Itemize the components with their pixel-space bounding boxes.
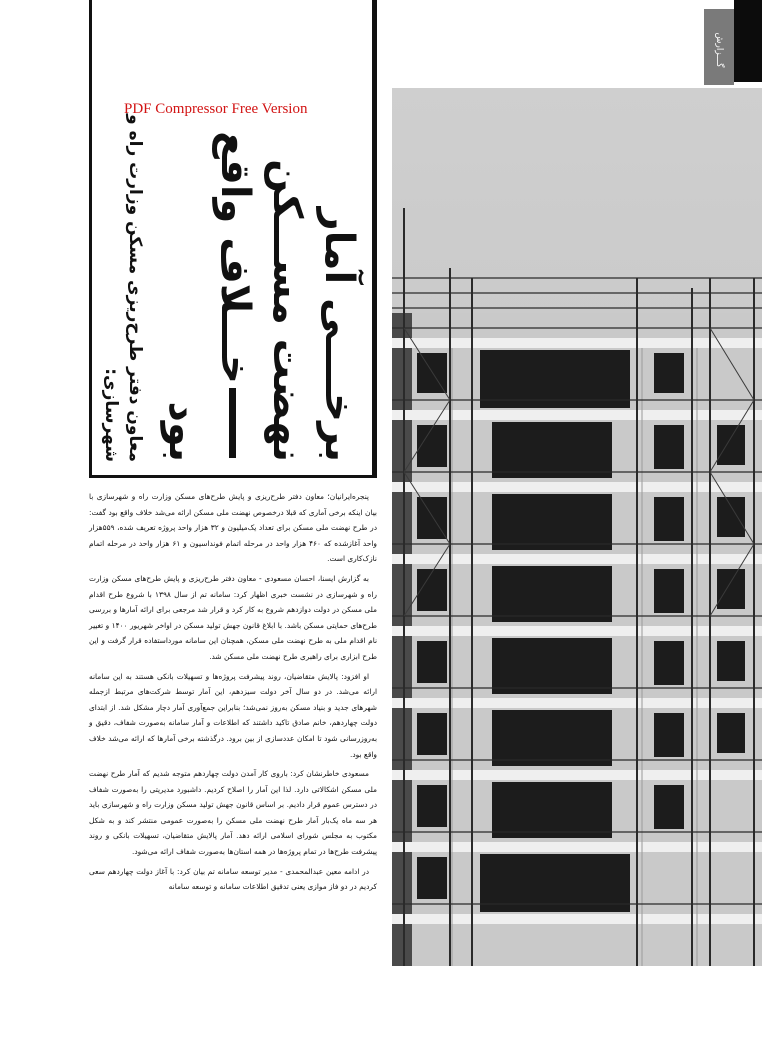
headline-title-line2 [157, 92, 261, 462]
article-paragraph: به گزارش ایسنا، احسان مسعودی - معاون دفتر طرح‌ریزی و پایش طرح‌های مسکن وزارت راه و شهرسازی در نشست خبری اظهار کرد: سامانه تم از سال ۱۳۹۸ با شروع طرح اقدام ملی مسکن در دولت دوازدهم شروع به کار کرد و قرار شد مرجعی برای ارائه آمارها و بررسی طرح‌های حمایتی مسکن باشد. با ابلاغ قانون جهش تولید مسکن در اواخر شهریور ۱۴۰۰ و تغییر نام اقدام ملی به طرح نهضت ملی مسکن، همچنان این سامانه مورداستفاده قرار گرفت و این طرح ابزاری برای راهبری طرح نهضت ملی مسکن شد. [89, 573, 377, 661]
headline-title-line2-text: خـــلاف واقع بود [160, 131, 258, 462]
article-paragraph: او افزود: پالایش متقاضیان، روند پیشرفت پروژه‌ها و تسهیلات بانکی هستند به این سامانه ارائه می‌شد. در دو سال آخر دولت سیزدهم، این آمار توسط شرکت‌های مرتبط ازجمله شهرهای جدید و بنیاد مسکن به‌روز نمی‌شد؛ بنابراین جمع‌آوری آمار دچار مشکل شد. از ابتدای دولت چهاردهم، خانم صادق تاکید داشتند که اطلاعات و آمار سامانه به‌صورت شفاف، دقیق و به‌روزرسانی شود تا امکان عددسازی از بین برود. درگذشته برخی آمارها که ارائه می‌شد خلاف واقع بود. [89, 671, 377, 759]
frame-left-rule [89, 0, 92, 478]
headline-block [96, 92, 368, 462]
article-paragraph: در ادامه معین عبدالمحمدی - مدیر توسعه سامانه تم بیان کرد: با آغاز دولت چهاردهم سعی کردیم در دو فاز موازی یعنی تدقیق اطلاعات سامانه و توسعه سامانه [89, 866, 377, 892]
article-paragraph: پنجره‌ایرانیان؛ معاون دفتر طرح‌ریزی و پایش طرح‌های مسکن وزارت راه و شهرسازی با بیان اینکه برخی آماری که قبلا درخصوص نهضت ملی مسکن ارائه می‌شد خلاف واقع بود گفت: در طرح نهضت ملی مسکن برای تعداد یک‌میلیون و ۳۲ هزار واحد پروژه تعریف شده، ۵۵۹هزار واحد آغازشده که ۴۶۰ هزار واحد در مرحله اتمام فونداسیون و ۶۱ هزار واحد در مرحله اتمام نازک‌کاری است. [89, 492, 377, 564]
article-body [89, 489, 377, 899]
pdf-watermark: PDF Compressor Free Version [124, 101, 308, 117]
title-dash-decoration [230, 388, 237, 458]
article-photo [392, 88, 762, 966]
section-tab [704, 9, 734, 85]
frame-right-rule [372, 0, 377, 478]
headline-title-line1: برخــــی آمار نهضت مســـکن [264, 159, 362, 462]
section-tab-edge [734, 0, 762, 82]
construction-building-image [392, 88, 762, 966]
frame-bottom-rule [89, 475, 376, 478]
section-tab-label: گـــزارش [714, 32, 724, 68]
article-paragraph: مسعودی خاطرنشان کرد: باروی کار آمدن دولت چهاردهم متوجه شدیم که آمار طرح نهضت ملی مسکن اشکالاتی دارد. لذا این آمار را اصلاح کردیم. داشبورد مدیریتی را به‌صورت شفاف در دسترس عموم قرار دادیم. بر اساس قانون جهش تولید مسکن وزارت راه و شهرسازی باید هر سه ماه یک‌بار آمار طرح نهضت ملی مسکن را به‌صورت عمومی منتشر کند و به شکل مکتوب به مجلس شورای اسلامی ارائه دهد. آمار پالایش متقاضیان، تسهیلات بانکی و روند پیشرفت طرح‌ها در تمام پروژه‌ها در همه استان‌ها به‌صورت شفاف ارائه می‌شود. [89, 769, 377, 857]
headline-rotated [99, 92, 365, 462]
headline-subtitle: معاون دفتر طرح‌ریزی مسکن وزارت راه و شهرسازی: [101, 114, 145, 462]
